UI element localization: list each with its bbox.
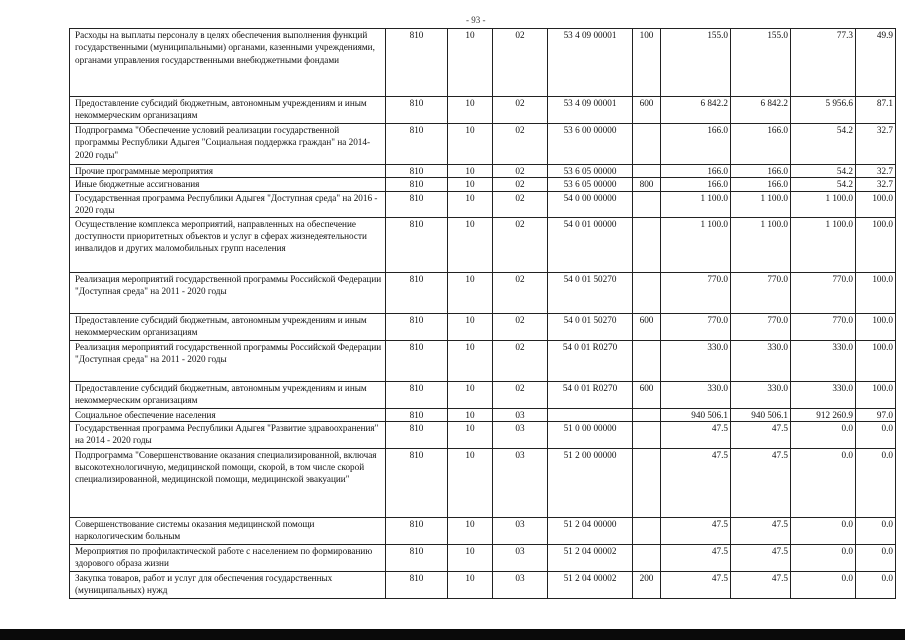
execution-percent: 100.0 [856,313,896,340]
target-article: 54 0 01 50270 [548,272,633,313]
refined-amount: 155.0 [731,29,791,97]
subsection-code: 02 [493,217,548,272]
executed-amount: 330.0 [791,381,856,408]
target-article: 54 0 00 00000 [548,191,633,217]
expense-type: 100 [633,29,661,97]
table-row [70,448,896,517]
table-row [70,97,896,124]
subsection-code: 03 [493,571,548,598]
subsection-code: 02 [493,313,548,340]
table-row [70,313,896,340]
ministry-code: 810 [386,124,448,165]
row-name: Предоставление субсидий бюджетным, автономным учреждениям и иным некоммерческим организациям [70,97,386,124]
plan-amount: 770.0 [661,272,731,313]
ministry-code: 810 [386,29,448,97]
expense-type: 600 [633,313,661,340]
plan-amount: 1 100.0 [661,191,731,217]
subsection-code: 03 [493,421,548,448]
subsection-code: 02 [493,272,548,313]
subsection-code: 02 [493,178,548,191]
target-article [548,408,633,421]
refined-amount: 47.5 [731,571,791,598]
section-code: 10 [448,517,493,544]
scan-bottom-band [0,629,905,640]
table-row [70,217,896,272]
expense-type [633,191,661,217]
table-row [70,544,896,571]
expense-type: 600 [633,381,661,408]
budget-table [69,28,896,599]
refined-amount: 47.5 [731,421,791,448]
execution-percent: 0.0 [856,421,896,448]
row-name: Мероприятия по профилактической работе с населением по формированию здорового образа жизни [70,544,386,571]
expense-type [633,408,661,421]
plan-amount: 330.0 [661,340,731,381]
execution-percent: 0.0 [856,517,896,544]
section-code: 10 [448,313,493,340]
ministry-code: 810 [386,571,448,598]
ministry-code: 810 [386,381,448,408]
executed-amount: 1 100.0 [791,191,856,217]
refined-amount: 330.0 [731,381,791,408]
section-code: 10 [448,272,493,313]
expense-type [633,517,661,544]
target-article: 53 6 00 00000 [548,124,633,165]
row-name: Подпрограмма "Обеспечение условий реализации государственной программы Республики Адыгея "Социальная поддержка граждан" на 2014-2020 годы" [70,124,386,165]
page-number: - 93 - [466,15,486,25]
table-row [70,571,896,598]
section-code: 10 [448,178,493,191]
expense-type [633,448,661,517]
expense-type [633,217,661,272]
executed-amount: 0.0 [791,421,856,448]
execution-percent: 49.9 [856,29,896,97]
section-code: 10 [448,408,493,421]
expense-type [633,165,661,178]
section-code: 10 [448,29,493,97]
section-code: 10 [448,217,493,272]
table-row [70,178,896,191]
subsection-code: 02 [493,381,548,408]
subsection-code: 02 [493,340,548,381]
executed-amount: 330.0 [791,340,856,381]
plan-amount: 47.5 [661,517,731,544]
target-article: 53 4 09 00001 [548,97,633,124]
plan-amount: 155.0 [661,29,731,97]
target-article: 53 6 05 00000 [548,178,633,191]
row-name: Прочие программные мероприятия [70,165,386,178]
subsection-code: 03 [493,517,548,544]
row-name: Осуществление комплекса мероприятий, направленных на обеспечение доступности приоритетных объектов и услуг в сферах жизнедеятельности инвалидов и других маломобильных групп населения [70,217,386,272]
executed-amount: 77.3 [791,29,856,97]
plan-amount: 47.5 [661,571,731,598]
section-code: 10 [448,544,493,571]
row-name: Социальное обеспечение населения [70,408,386,421]
plan-amount: 770.0 [661,313,731,340]
subsection-code: 02 [493,165,548,178]
section-code: 10 [448,165,493,178]
executed-amount: 0.0 [791,571,856,598]
plan-amount: 47.5 [661,448,731,517]
target-article: 54 0 01 00000 [548,217,633,272]
ministry-code: 810 [386,448,448,517]
expense-type: 600 [633,97,661,124]
refined-amount: 1 100.0 [731,191,791,217]
subsection-code: 02 [493,97,548,124]
execution-percent: 100.0 [856,340,896,381]
expense-type: 200 [633,571,661,598]
subsection-code: 02 [493,29,548,97]
plan-amount: 166.0 [661,165,731,178]
target-article: 51 2 04 00002 [548,571,633,598]
plan-amount: 330.0 [661,381,731,408]
execution-percent: 0.0 [856,448,896,517]
section-code: 10 [448,448,493,517]
execution-percent: 97.0 [856,408,896,421]
table-row [70,340,896,381]
refined-amount: 47.5 [731,448,791,517]
plan-amount: 166.0 [661,124,731,165]
section-code: 10 [448,571,493,598]
plan-amount: 47.5 [661,421,731,448]
row-name: Реализация мероприятий государственной программы Российской Федерации "Доступная среда" на 2011 - 2020 годы [70,272,386,313]
executed-amount: 0.0 [791,517,856,544]
executed-amount: 1 100.0 [791,217,856,272]
execution-percent: 100.0 [856,191,896,217]
subsection-code: 02 [493,191,548,217]
plan-amount: 1 100.0 [661,217,731,272]
table-row [70,517,896,544]
section-code: 10 [448,340,493,381]
table-row [70,421,896,448]
target-article: 53 6 05 00000 [548,165,633,178]
target-article: 53 4 09 00001 [548,29,633,97]
ministry-code: 810 [386,97,448,124]
ministry-code: 810 [386,421,448,448]
ministry-code: 810 [386,272,448,313]
section-code: 10 [448,124,493,165]
subsection-code: 03 [493,408,548,421]
refined-amount: 940 506.1 [731,408,791,421]
section-code: 10 [448,97,493,124]
ministry-code: 810 [386,178,448,191]
executed-amount: 54.2 [791,178,856,191]
ministry-code: 810 [386,165,448,178]
refined-amount: 6 842.2 [731,97,791,124]
execution-percent: 100.0 [856,272,896,313]
ministry-code: 810 [386,408,448,421]
execution-percent: 100.0 [856,381,896,408]
executed-amount: 770.0 [791,272,856,313]
execution-percent: 32.7 [856,165,896,178]
execution-percent: 32.7 [856,178,896,191]
ministry-code: 810 [386,517,448,544]
table-row [70,272,896,313]
target-article: 54 0 01 50270 [548,313,633,340]
execution-percent: 87.1 [856,97,896,124]
table-row [70,165,896,178]
refined-amount: 166.0 [731,165,791,178]
ministry-code: 810 [386,217,448,272]
expense-type [633,340,661,381]
executed-amount: 912 260.9 [791,408,856,421]
ministry-code: 810 [386,313,448,340]
refined-amount: 166.0 [731,124,791,165]
plan-amount: 47.5 [661,544,731,571]
table-row [70,124,896,165]
refined-amount: 1 100.0 [731,217,791,272]
refined-amount: 166.0 [731,178,791,191]
subsection-code: 02 [493,124,548,165]
plan-amount: 166.0 [661,178,731,191]
row-name: Подпрограмма "Совершенствование оказания специализированной, включая высокотехнологичную, медицинской помощи, скорой, в том числе скорой специализированной, медицинской помощи, медицинской эвакуации" [70,448,386,517]
refined-amount: 770.0 [731,313,791,340]
row-name: Иные бюджетные ассигнования [70,178,386,191]
row-name: Реализация мероприятий государственной программы Российской Федерации "Доступная среда" на 2011 - 2020 годы [70,340,386,381]
section-code: 10 [448,191,493,217]
table-row [70,381,896,408]
section-code: 10 [448,381,493,408]
plan-amount: 940 506.1 [661,408,731,421]
executed-amount: 54.2 [791,165,856,178]
refined-amount: 47.5 [731,544,791,571]
executed-amount: 0.0 [791,544,856,571]
execution-percent: 0.0 [856,544,896,571]
execution-percent: 100.0 [856,217,896,272]
row-name: Совершенствование системы оказания медицинской помощи наркологическим больным [70,517,386,544]
target-article: 51 2 00 00000 [548,448,633,517]
row-name: Государственная программа Республики Адыгея "Доступная среда" на 2016 - 2020 годы [70,191,386,217]
expense-type [633,421,661,448]
table-row [70,29,896,97]
refined-amount: 47.5 [731,517,791,544]
section-code: 10 [448,421,493,448]
expense-type [633,544,661,571]
refined-amount: 770.0 [731,272,791,313]
table-row [70,191,896,217]
ministry-code: 810 [386,544,448,571]
budget-table-body [70,29,896,599]
row-name: Предоставление субсидий бюджетным, автономным учреждениям и иным некоммерческим организациям [70,313,386,340]
row-name: Государственная программа Республики Адыгея "Развитие здравоохранения" на 2014 - 2020 годы [70,421,386,448]
target-article: 54 0 01 R0270 [548,340,633,381]
executed-amount: 54.2 [791,124,856,165]
row-name: Закупка товаров, работ и услуг для обеспечения государственных (муниципальных) нужд [70,571,386,598]
target-article: 51 0 00 00000 [548,421,633,448]
executed-amount: 5 956.6 [791,97,856,124]
subsection-code: 03 [493,448,548,517]
subsection-code: 03 [493,544,548,571]
expense-type: 800 [633,178,661,191]
target-article: 54 0 01 R0270 [548,381,633,408]
expense-type [633,272,661,313]
executed-amount: 770.0 [791,313,856,340]
table-row [70,408,896,421]
expense-type [633,124,661,165]
ministry-code: 810 [386,340,448,381]
execution-percent: 0.0 [856,571,896,598]
plan-amount: 6 842.2 [661,97,731,124]
ministry-code: 810 [386,191,448,217]
refined-amount: 330.0 [731,340,791,381]
executed-amount: 0.0 [791,448,856,517]
target-article: 51 2 04 00002 [548,544,633,571]
target-article: 51 2 04 00000 [548,517,633,544]
row-name: Предоставление субсидий бюджетным, автономным учреждениям и иным некоммерческим организациям [70,381,386,408]
row-name: Расходы на выплаты персоналу в целях обеспечения выполнения функций государственными (муниципальными) органами, казенными учреждениями, органами управления государственными внебюджетными фондами [70,29,386,97]
execution-percent: 32.7 [856,124,896,165]
